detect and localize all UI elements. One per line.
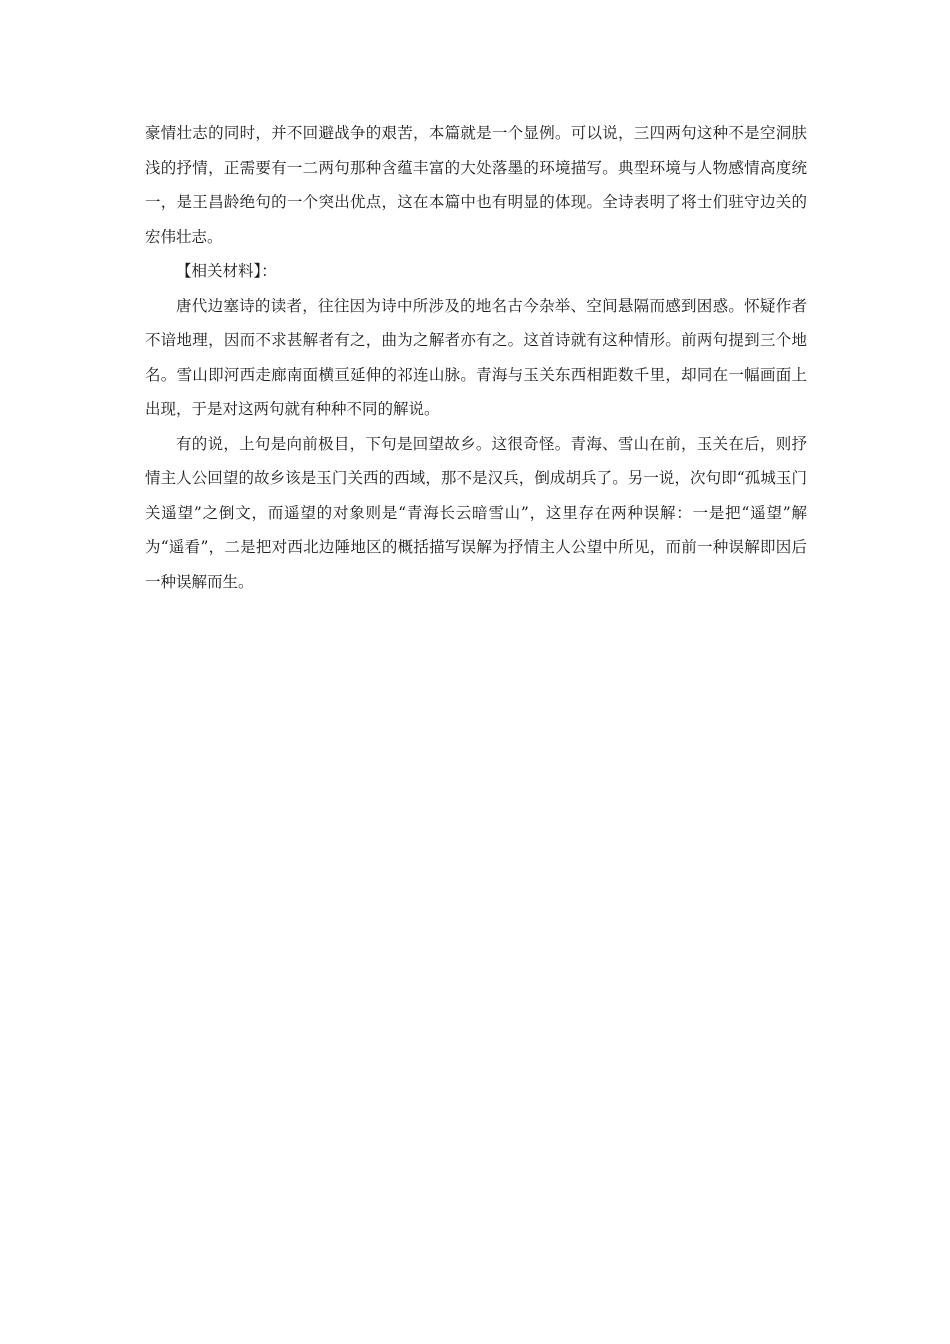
document-body [145, 116, 807, 599]
paragraph-place-names: 唐代边塞诗的读者，往往因为诗中所涉及的地名古今杂举、空间悬隔而感到困惑。怀疑作者不谙地理，因而不求甚解者有之，曲为之解者亦有之。这首诗就有这种情形。前两句提到三个地名。雪山即河西走廊南面横亘延伸的祁连山脉。青海与玉关东西相距数千里，却同在一幅画面上出现，于是对这两句就有种种不同的解说。 [145, 296, 807, 418]
paragraph-commentary-end: 豪情壮志的同时，并不回避战争的艰苦，本篇就是一个显例。可以说，三四两句这种不是空洞肤浅的抒情，正需要有一二两句那种含蕴丰富的大处落墨的环境描写。典型环境与人物感情高度统一，是王昌龄绝句的一个突出优点，这在本篇中也有明显的体现。全诗表明了将士们驻守边关的宏伟壮志。 [145, 124, 807, 246]
paragraph-interpretations: 有的说，上句是向前极目，下句是回望故乡。这很奇怪。青海、雪山在前，玉关在后，则抒情主人公回望的故乡该是玉门关西的西域，那不是汉兵，倒成胡兵了。另一说，次句即“孤城玉门关遥望”之倒文，而遥望的对象则是“青海长云暗雪山”，这里存在两种误解：一是把“遥望”解为“遥看”，二是把对西北边陲地区的概括描写误解为抒情主人公望中所见，而前一种误解即因后一种误解而生。 [145, 434, 807, 591]
section-heading-related-materials: 【相关材料】： [176, 262, 277, 280]
